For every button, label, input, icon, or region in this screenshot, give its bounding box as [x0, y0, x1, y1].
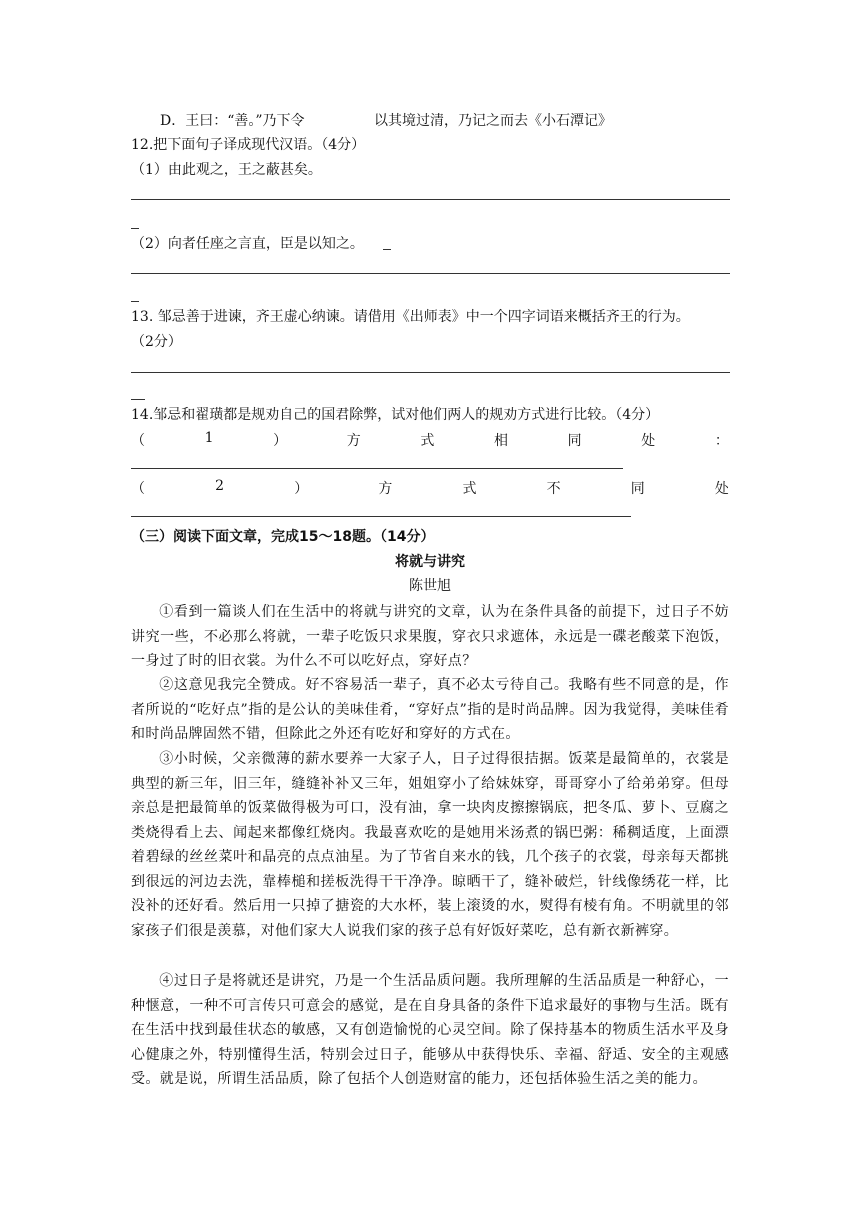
q14-row1-char: 式	[420, 433, 435, 449]
article-paragraph-1	[131, 600, 729, 674]
q14-answer-line-2[interactable]	[131, 516, 631, 517]
option-d-left: D．王曰：“善。”乃下令	[160, 113, 305, 129]
q14-row1-char: 处	[641, 433, 656, 449]
article-paragraph-3	[131, 747, 729, 943]
q14-row1-char: 1	[204, 430, 214, 446]
q12-answer-mark-1	[131, 228, 139, 229]
q14-row2-char: 同	[630, 481, 645, 497]
q14-title: 14.邹忌和翟璜都是规劝自己的国君除弊，试对他们两人的规劝方式进行比较。（4分）	[131, 407, 660, 423]
q12-answer-line-2[interactable]	[131, 273, 730, 274]
q14-row1-char: 相	[494, 433, 509, 449]
q12-title: 12.把下面句子译成现代汉语。（4分）	[131, 137, 366, 153]
q14-row1-char: 同	[567, 433, 582, 449]
q12-item-2: （2）向者任座之言直，臣是以知之。	[131, 236, 364, 252]
q12-answer-mark-2	[131, 301, 139, 302]
q13-answer-mark	[131, 399, 145, 400]
article-title: 将就与讲究	[395, 554, 465, 570]
q13-line-1: 13. 邹忌善于进谏，齐王虚心纳谏。请借用《出师表》中一个四字词语来概括齐王的行为。	[131, 309, 690, 325]
q14-row2-char: ）	[294, 481, 309, 497]
paragraph-text: ③小时候，父亲微薄的薪水要养一大家子人，日子过得很拮据。饭菜是最简单的，衣裳是典型的新三年，旧三年，缝缝补补又三年，姐姐穿小了给妹妹穿，哥哥穿小了给弟弟穿。但母亲总是把最简单的饭菜做得极为可口，没有油，拿一块肉皮擦擦锅底，把冬瓜、萝卜、豆腐之类烧得看上去、闻起来都像红烧肉。我最喜欢吃的是她用米汤煮的锅巴粥：稀稠适度，上面漂着碧绿的丝丝菜叶和晶亮的点点油星。为了节省自来水的钱，几个孩子的衣裳，母亲每天都挑到很远的河边去洗，靠棒槌和搓板洗得干干净净。晾晒干了，缝补破烂，针线像绣花一样，比没补的还好看。然后用一只掉了搪瓷的大水杯，装上滚烫的水，熨得有棱有角。不明就里的邻家孩子们很是羡慕，对他们家大人说我们家的孩子总有好饭好菜吃，总有新衣新裤穿。	[131, 751, 729, 939]
article-paragraph-2	[131, 673, 729, 747]
q14-row1-char: ）	[273, 433, 288, 449]
paragraph-text: ④过日子是将就还是讲究，乃是一个生活品质问题。我所理解的生活品质是一种舒心，一种惬意，一种不可言传只可意会的感觉，是在自身具备的条件下追求最好的事物与生活。既有在生活中找到最佳状态的敏感，又有创造愉悦的心灵空间。除了保持基本的物质生活水平及身心健康之外，特别懂得生活，特别会过日子，能够从中获得快乐、幸福、舒适、安全的主观感受。就是说，所谓生活品质，除了包括个人创造财富的能力，还包括体验生活之美的能力。	[131, 973, 729, 1087]
q14-row2-char: 方	[378, 481, 393, 497]
q12-answer-line-1[interactable]	[131, 199, 730, 200]
q14-row-1	[131, 430, 729, 450]
q14-row-2	[131, 478, 729, 498]
article-author: 陈世旭	[409, 578, 451, 594]
q13-line-2: （2分）	[131, 334, 182, 350]
q14-row1-char: （	[131, 433, 145, 449]
option-d-right: 以其境过清，乃记之而去《小石潭记》	[374, 113, 612, 129]
q14-row2-char: 式	[462, 481, 477, 497]
q12-inline-blank[interactable]	[383, 249, 391, 250]
section-3-heading: （三）阅读下面文章，完成15～18题。（14分）	[131, 529, 435, 545]
paragraph-text: ②这意见我完全赞成。好不容易活一辈子，真不必太亏待自己。我略有些不同意的是，作者所说的“吃好点”指的是公认的美味佳肴，“穿好点”指的是时尚品牌。因为我觉得，美味佳肴和时尚品牌固然不错，但除此之外还有吃好和穿好的方式在。	[131, 677, 729, 742]
q14-row2-char: （	[131, 481, 145, 497]
q14-answer-line-1[interactable]	[131, 468, 623, 469]
q14-row2-char: 处	[714, 481, 729, 497]
paragraph-text: ①看到一篇谈人们在生活中的将就与讲究的文章，认为在条件具备的前提下，过日子不妨讲究一些，不必那么将就，一辈子吃饭只求果腹，穿衣只求遮体，永远是一碟老酸菜下泡饭，一身过了时的旧衣裳。为什么不可以吃好点，穿好点？	[131, 604, 729, 669]
q14-row1-char: ：	[714, 433, 729, 449]
q14-row1-char: 方	[346, 433, 361, 449]
q12-item-1: （1）由此观之，王之蔽甚矣。	[131, 162, 322, 178]
article-paragraph-4	[131, 969, 729, 1092]
q14-row2-char: 不	[546, 481, 561, 497]
q14-row2-char: 2	[215, 478, 225, 494]
q13-answer-line[interactable]	[131, 372, 730, 373]
